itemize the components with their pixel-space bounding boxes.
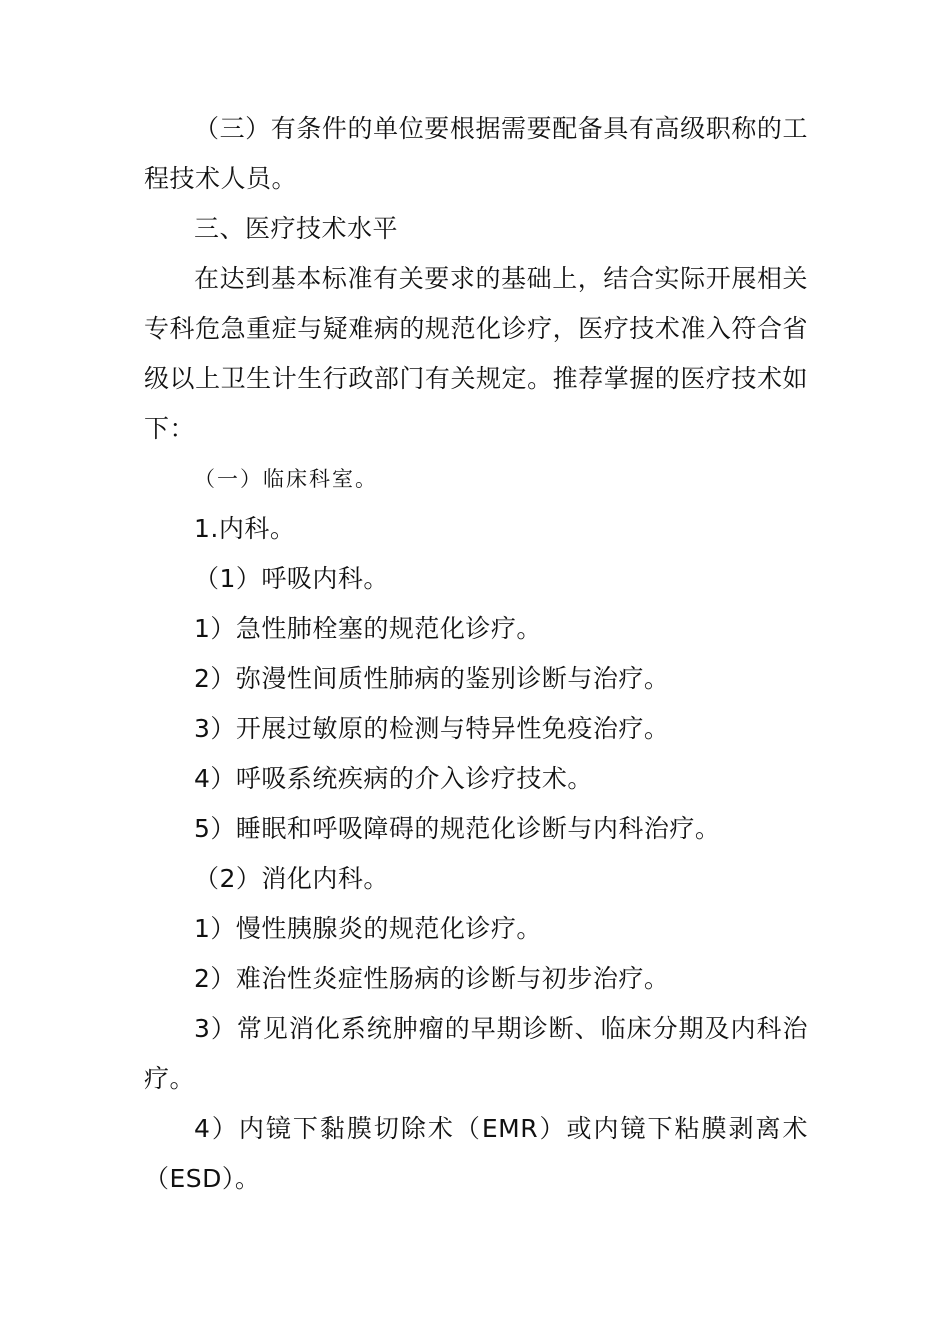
list-item: 5）睡眠和呼吸障碍的规范化诊断与内科治疗。 <box>194 814 721 843</box>
list-item: 3）常见消化系统肿瘤的早期诊断、临床分期及内科治疗。 <box>144 1014 808 1093</box>
list-item: 2）弥漫性间质性肺病的鉴别诊断与治疗。 <box>194 664 670 693</box>
subsection-clinical-departments: （一）临床科室。 <box>194 467 378 491</box>
list-item: 3）开展过敏原的检测与特异性免疫治疗。 <box>194 714 670 743</box>
item-respiratory-medicine: （1）呼吸内科。 <box>194 564 389 593</box>
item-internal-medicine: 1.内科。 <box>194 514 296 543</box>
section-heading-medical-tech-level: 三、医疗技术水平 <box>194 214 399 243</box>
list-item: 4）内镜下黏膜切除术（EMR）或内镜下粘膜剥离术（ESD）。 <box>144 1114 808 1193</box>
paragraph-engineering-staff: （三）有条件的单位要根据需要配备具有高级职称的工程技术人员。 <box>144 114 808 193</box>
list-item: 4）呼吸系统疾病的介入诊疗技术。 <box>194 764 593 793</box>
paragraph-recommended-techniques: 在达到基本标准有关要求的基础上，结合实际开展相关专科危急重症与疑难病的规范化诊疗，医疗技术准入符合省级以上卫生计生行政部门有关规定。推荐掌握的医疗技术如下： <box>144 264 808 443</box>
list-item: 1）急性肺栓塞的规范化诊疗。 <box>194 614 542 643</box>
list-item: 1）慢性胰腺炎的规范化诊疗。 <box>194 914 542 943</box>
item-gastroenterology: （2）消化内科。 <box>194 864 389 893</box>
list-item: 2）难治性炎症性肠病的诊断与初步治疗。 <box>194 964 670 993</box>
